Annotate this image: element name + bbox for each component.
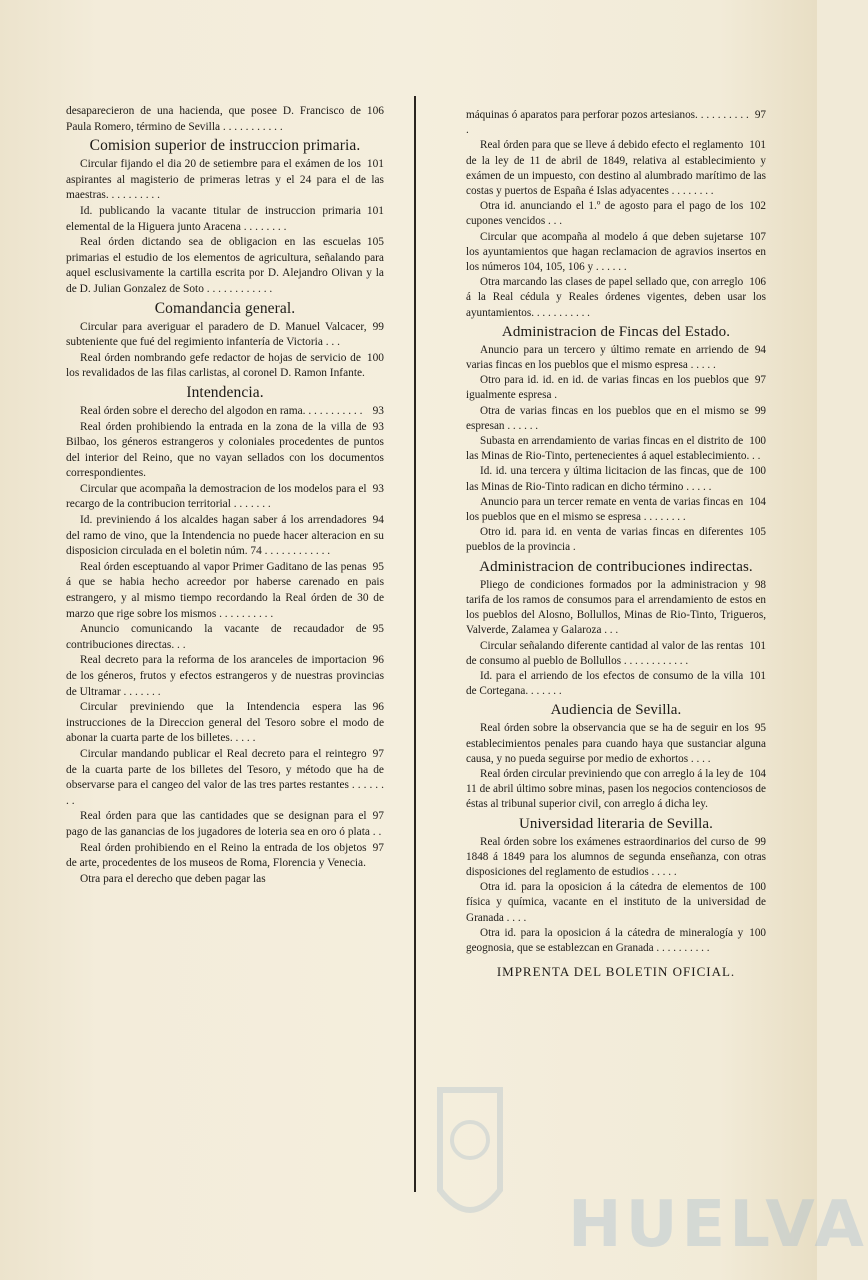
- section-heading: Administracion de contribuciones indirectas.: [479, 558, 753, 575]
- entry-text: máquinas ó aparatos para perforar pozos artesianos. . . . . . . . . . .: [466, 109, 749, 137]
- entry-text: Circular fijando el dia 20 de setiembre para el exámen de los aspirantes al magisterio de primeras letras y el 24 para el de las maestras. . . . . . . . . .: [66, 158, 384, 202]
- index-entry: [466, 275, 766, 321]
- index-entry: [66, 700, 384, 747]
- entry-text: Anuncio para un tercer remate en venta de varias fincas en los pueblos que en el mismo se espresa . . . . . . . .: [466, 495, 744, 524]
- index-entry: [466, 108, 766, 138]
- entry-text: Real órden sobre el derecho del algodon en rama. . . . . . . . . . .: [80, 404, 363, 417]
- page-number: 96: [372, 654, 384, 667]
- page-number: 101: [749, 669, 766, 682]
- index-entry: [66, 157, 384, 204]
- index-entry: [466, 578, 766, 639]
- section-heading: Universidad literaria de Sevilla.: [518, 815, 714, 832]
- page-number: 102: [749, 200, 766, 213]
- entry-text: Otra id. anunciando el 1.º de agosto para el pago de los cupones vencidos . . .: [466, 200, 744, 228]
- page-number: 105: [366, 236, 384, 249]
- page-number: 93: [372, 404, 384, 417]
- section-heading: Audiencia de Sevilla.: [550, 702, 682, 719]
- left-column: [66, 104, 384, 887]
- page-number: 97: [754, 109, 766, 121]
- page-number: 98: [754, 578, 766, 591]
- page-number: 107: [749, 230, 766, 243]
- entry-text: Circular mandando publicar el Real decreto para el reintegro de la cuarta parte de los billetes del Tesoro, y método que ha de observarse para el cangeo del valor de las tres partes restantes . . . . . . . .: [66, 747, 384, 807]
- page-number: 99: [372, 320, 384, 333]
- page-number: 106: [749, 276, 766, 289]
- entry-text: Real decreto para la reforma de los aranceles de importacion de los géneros, frutos y efectos estrangeros y de nuestras provincias de Ultramar . . . . . . .: [66, 654, 384, 698]
- section-heading: Comision superior de instruccion primaria.: [89, 137, 361, 155]
- entry-text: Subasta en arrendamiento de varias fincas en el distrito de las Minas de Rio-Tinto, pertenecientes á aquel establecimiento. . .: [466, 435, 761, 463]
- index-entry: [66, 872, 384, 888]
- index-entry: [466, 880, 766, 926]
- index-entry: [466, 721, 766, 767]
- page-number: 96: [372, 701, 384, 714]
- index-entry: [66, 320, 384, 351]
- page-number: 93: [372, 482, 384, 495]
- index-entry: [466, 926, 766, 956]
- index-entry: [66, 513, 384, 560]
- index-entry: [466, 138, 766, 199]
- entry-text: Otra id. para la oposicion á la cátedra de mineralogía y geognosia, que se establezcan en Granada . . . . . . . . . .: [466, 926, 744, 954]
- section-heading: Comandancia general.: [154, 299, 296, 317]
- entry-text: Id. id. una tercera y última licitacion de las fincas, que de las Minas de Rio-Tinto radican en dicho término . . . . .: [466, 465, 744, 493]
- index-entry: [66, 235, 384, 297]
- entry-text: Real órden dictando sea de obligacion en las escuelas primarias el estudio de los elementos de agricultura, señalando para aquel esclusivamente la cartilla escrita por D. Alejandro Olivan y la de D. Julian Gonzalez de Soto . . . . . . . . . . . .: [66, 236, 384, 295]
- index-entry: [66, 420, 384, 482]
- index-entry: [66, 653, 384, 700]
- page-number: 95: [372, 623, 384, 636]
- entry-text: Circular que acompaña al modelo á que deben sujetarse los ayuntamientos que hagan reclamacion de agravios insertos en los números 104, 105, 106 y . . . . . .: [466, 230, 766, 274]
- entry-text: Otra marcando las clases de papel sellado que, con arreglo á la Real cédula y Reales órdenes vigentes, deben usar los ayuntamientos. . . . . . . . . . .: [466, 276, 766, 319]
- page-number: 100: [749, 926, 766, 939]
- page-number: 95: [754, 722, 766, 735]
- entry-text: Anuncio para un tercero y último remate en arriendo de varias fincas en los pueblos que el mismo espresa . . . . .: [466, 343, 749, 372]
- entry-text: Real órden prohibiendo en el Reino la entrada de los objetos de arte, procedentes de los museos de Roma, Florencia y Venecia.: [66, 841, 367, 870]
- index-entry: [466, 835, 766, 881]
- page-number: 101: [749, 139, 766, 152]
- entry-text: Real órden circular previniendo que con arreglo á la ley de 11 de abril último sobre minas, pasen los negocios contenciosos de éstas al tribunal superior civil, con arreglo á dicha ley.: [466, 767, 766, 811]
- entry-text: Real órden sobre los exámenes estraordinarios del curso de 1848 á 1849 para los alumnos de segunda enseñanza, con otras disposiciones del reglamento de estudios . . . . .: [466, 835, 766, 878]
- index-entry: [66, 351, 384, 382]
- index-entry: [466, 404, 766, 434]
- index-entry: [466, 525, 766, 555]
- entry-text: Real órden sobre la observancia que se ha de seguir en los establecimientos penales para cuando haya que sustanciar alguna causa, y no pueda seguirse por medio de exhortos . . . .: [466, 722, 766, 765]
- index-entry: [66, 482, 384, 513]
- right-column: [466, 108, 766, 980]
- page-number: 95: [372, 560, 384, 573]
- page-number: 97: [754, 374, 766, 387]
- entry-text: Id. para el arriendo de los efectos de consumo de la villa de Cortegana. . . . . . .: [466, 669, 744, 698]
- page-number: 106: [366, 105, 384, 117]
- entry-text: Otra de varias fincas en los pueblos que en el mismo se espresan . . . . . .: [466, 404, 749, 432]
- page-number: 101: [366, 204, 384, 217]
- entry-text: Real órden esceptuando al vapor Primer Gaditano de las penas á que se habia hecho acreedor por haberse carenado en pais estrangero, y al mismo tiempo recordando la Real órden de 30 de marzo que rige sobre los mismos . . . . . . . . . .: [66, 560, 384, 620]
- page-number: 97: [372, 747, 384, 760]
- entry-text: Id. previniendo á los alcaldes hagan saber á los arrendadores del ramo de vino, que la Intendencia no puede hacer alteracion en su disposicion circulada en el boletin núm. 74 . . . . . . . . . . . .: [66, 514, 384, 558]
- page-number: 93: [372, 420, 384, 433]
- watermark-text: HUELVA: [568, 1188, 868, 1262]
- index-entry: [466, 495, 766, 525]
- page-number: 100: [366, 351, 384, 364]
- page-number: 97: [372, 810, 384, 823]
- entry-text: Otra id. para la oposicion á la cátedra de elementos de física y química, vacante en el instituto de la universidad de Granada . . . .: [466, 881, 766, 924]
- entry-text: Real órden prohibiendo la entrada en la zona de la villa de Bilbao, los géneros estrangeros y coloniales procedentes de puntos del interior del Reino, que no vayan sellados con los documentos correspondientes.: [66, 420, 384, 480]
- imprint-line: IMPRENTA DEL BOLETIN OFICIAL.: [496, 964, 736, 980]
- entry-text: Circular que acompaña la demostracion de los modelos para el recargo de la contribucion territorial . . . . . . .: [66, 482, 367, 511]
- page-number: 100: [749, 465, 766, 478]
- entry-text: Real órden nombrando gefe redactor de hojas de servicio de los revalidados de las filas carlistas, al coronel D. Ramon Infante.: [66, 351, 365, 380]
- index-entry: [466, 464, 766, 494]
- section-heading: Intendencia.: [186, 383, 264, 401]
- page-number: 101: [366, 158, 384, 171]
- index-entry: [466, 373, 766, 403]
- page-number: 97: [372, 841, 384, 854]
- page-number: 100: [749, 435, 766, 448]
- entry-text: desaparecieron de una hacienda, que posee D. Francisco de Paula Romero, término de Sevilla . . . . . . . . . . .: [66, 105, 361, 133]
- index-entry: [466, 669, 766, 699]
- entry-text: Otro para id. id. en id. de varias fincas en los pueblos que igualmente espresa .: [466, 374, 749, 402]
- index-entry: [66, 404, 384, 420]
- entry-text: Real órden para que se lleve á debido efecto el reglamento de la ley de 11 de abril de 1849, relativa al establecimiento y exámen de un impuesto, con destino al alumbrado marítimo de las costas y puertos de España é Islas adyacentes . . . . . . . .: [466, 139, 766, 198]
- index-entry: [66, 104, 384, 135]
- page-number: 99: [754, 835, 766, 848]
- index-entry: [466, 343, 766, 373]
- index-entry: [466, 767, 766, 813]
- index-entry: [466, 434, 766, 464]
- index-entry: [466, 639, 766, 669]
- index-entry: [66, 841, 384, 872]
- entry-text: Circular señalando diferente cantidad al valor de las rentas de consumo al pueblo de Bollullos . . . . . . . . . . . .: [466, 639, 744, 667]
- index-entry: [66, 622, 384, 653]
- entry-text: Otro id. para id. en venta de varias fincas en diferentes pueblos de la provincia .: [466, 526, 744, 554]
- index-entry: [466, 230, 766, 276]
- entry-text: Real órden para que las cantidades que se designan para el pago de las ganancias de los jugadores de loteria sea en oro ó plata . .: [66, 810, 382, 838]
- section-heading: Administracion de Fincas del Estado.: [501, 323, 731, 340]
- page-number: 104: [749, 495, 766, 508]
- page-number: 100: [749, 881, 766, 894]
- entry-text: Anuncio comunicando la vacante de recaudador de contribuciones directas. . .: [66, 623, 367, 651]
- entry-text: Circular para averiguar el paradero de D. Manuel Valcacer, subteniente que fué del regimiento infantería de Victoria . . .: [66, 320, 367, 349]
- page-number: 99: [754, 404, 766, 417]
- index-entry: [66, 809, 384, 840]
- page-number: 94: [754, 343, 766, 356]
- page-number: 94: [372, 514, 384, 527]
- page-number: 101: [749, 639, 766, 652]
- index-entry: [66, 747, 384, 809]
- entry-text: Circular previniendo que la Intendencia espera las instrucciones de la Direccion general del Tesoro sobre el modo de abonar la cuarta parte de los billetes. . . . .: [66, 701, 384, 745]
- index-entry: [466, 199, 766, 229]
- page-number: 105: [749, 526, 766, 539]
- entry-text: Id. publicando la vacante titular de instruccion primaria elemental de la Higuera junto Aracena . . . . . . . .: [66, 204, 361, 233]
- index-entry: [66, 560, 384, 622]
- index-entry: [66, 204, 384, 235]
- page-number: 104: [749, 767, 766, 780]
- entry-text: Otra para el derecho que deben pagar las: [80, 872, 266, 885]
- entry-text: Pliego de condiciones formados por la administracion y tarifa de los ramos de consumos para el arrendamiento de estos en los pueblos del Alosno, Bollullos, Minas de Rio-Tinto, Trigueros, Valverde, Zalamea y Galaroza . . .: [466, 578, 766, 637]
- column-divider: [414, 96, 416, 1192]
